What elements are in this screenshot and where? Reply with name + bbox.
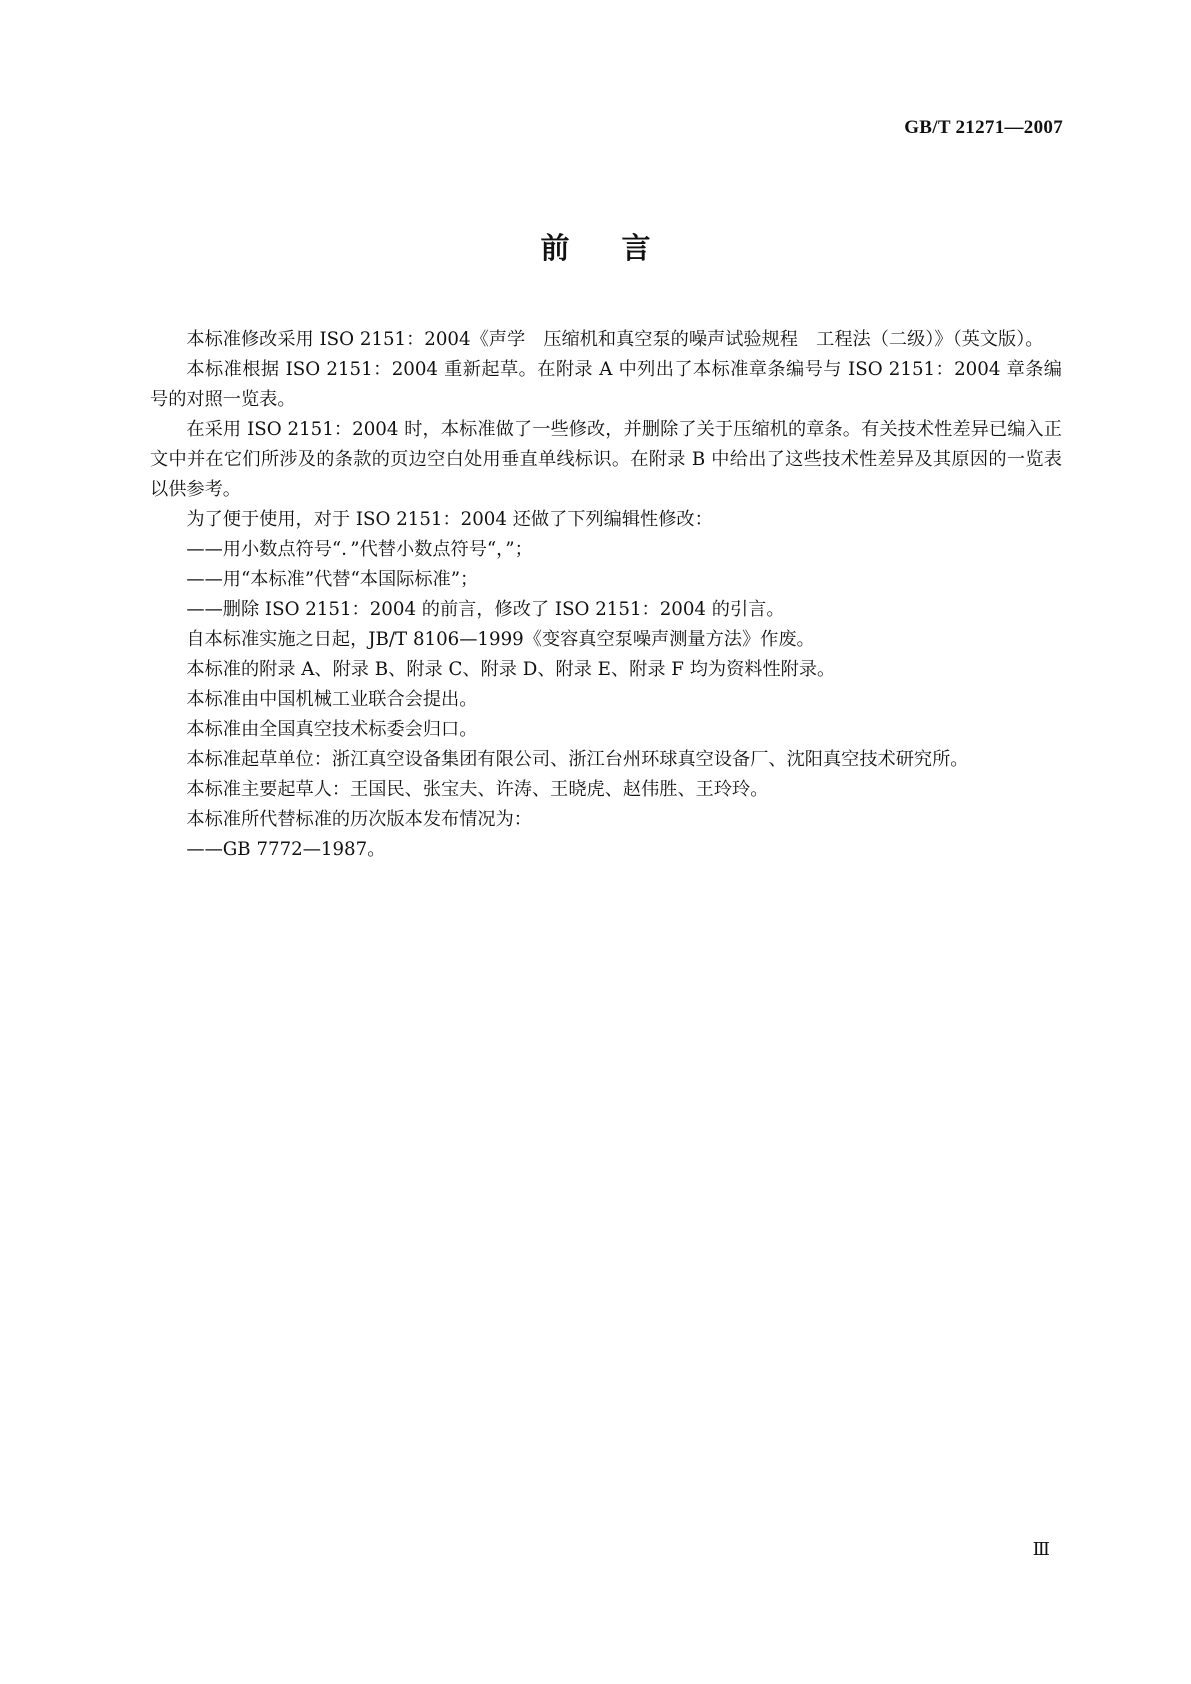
- document-body: [150, 325, 1062, 865]
- paragraph-adoption: 本标准修改采用 ISO 2151：2004《声学 压缩机和真空泵的噪声试验规程 工程法（二级）》（英文版）。: [186, 329, 1044, 350]
- paragraph-managed-by: 本标准由全国真空技术标委会归口。: [186, 719, 478, 740]
- paragraph-technical-differences: 在采用 ISO 2151：2004 时，本标准做了一些修改，并删除了关于压缩机的章条。有关技术性差异已编入正文中并在它们所涉及的条款的页边空白处用垂直单线标识。在附录 B 中给出了这些技术性差异及其原因的一览表以供参考。: [150, 419, 1062, 500]
- paragraph-editorial-intro: 为了便于使用，对于 ISO 2151：2004 还做了下列编辑性修改：: [186, 509, 713, 530]
- paragraph-drafting-units: 本标准起草单位：浙江真空设备集团有限公司、浙江台州环球真空设备厂、沈阳真空技术研究所。: [186, 749, 969, 770]
- paragraph-proposed-by: 本标准由中国机械工业联合会提出。: [186, 689, 478, 710]
- paragraph-drafters: 本标准主要起草人：王国民、张宝夫、许涛、王晓虎、赵伟胜、王玲玲。: [186, 779, 769, 800]
- page-title: 前言: [540, 231, 703, 265]
- page-number: Ⅲ: [1032, 1539, 1050, 1559]
- paragraph-annexes: 本标准的附录 A、附录 B、附录 C、附录 D、附录 E、附录 F 均为资料性附录。: [186, 659, 836, 680]
- list-item-previous-edition: ——GB 7772—1987。: [186, 839, 386, 860]
- list-item-foreword-removed: ——删除 ISO 2151：2004 的前言，修改了 ISO 2151：2004 的引言。: [186, 599, 785, 620]
- paragraph-superseded: 自本标准实施之日起，JB/T 8106—1999《变容真空泵噪声测量方法》作废。: [186, 629, 815, 650]
- standard-code: GB/T 21271—2007: [904, 117, 1063, 138]
- list-item-decimal-symbol: ——用小数点符号“．”代替小数点符号“，”；: [186, 539, 533, 560]
- paragraph-redrafting: 本标准根据 ISO 2151：2004 重新起草。在附录 A 中列出了本标准章条编号与 ISO 2151：2004 章条编号的对照一览表。: [150, 359, 1062, 410]
- list-item-this-standard: ——用“本标准”代替“本国际标准”；: [186, 569, 479, 590]
- paragraph-history-intro: 本标准所代替标准的历次版本发布情况为：: [186, 809, 532, 830]
